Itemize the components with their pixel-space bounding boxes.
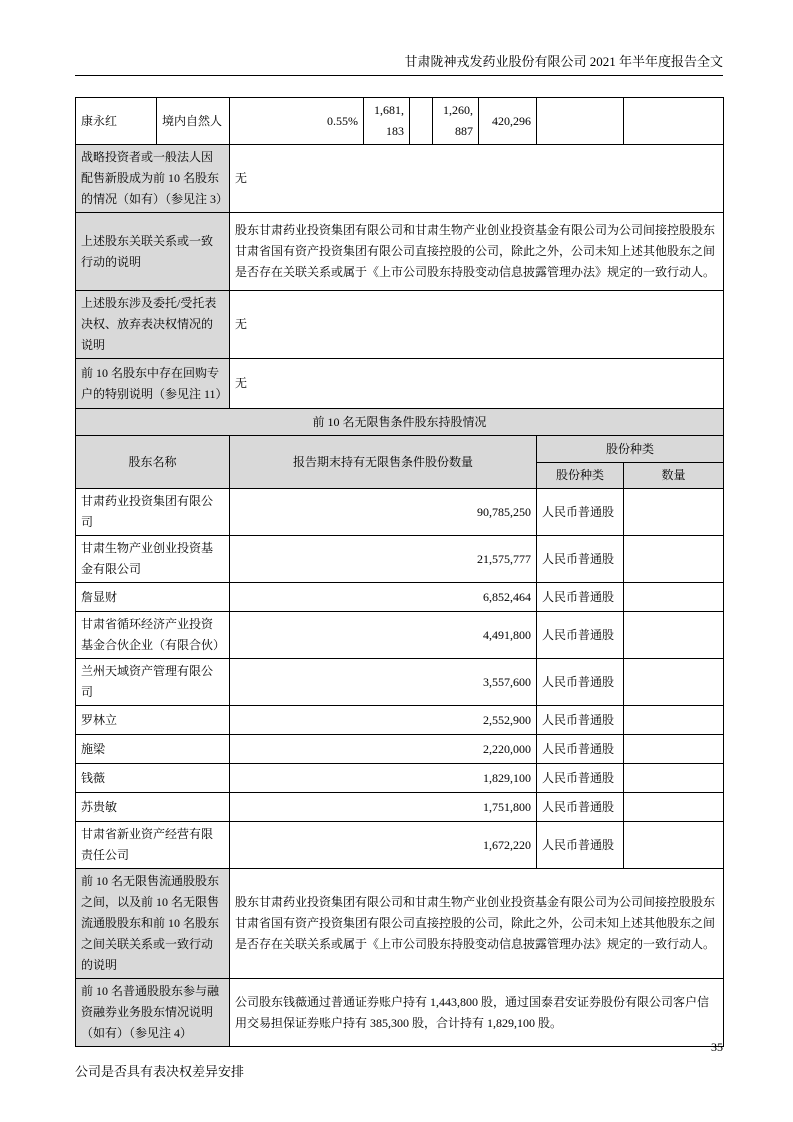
share-class: 人民币普通股 xyxy=(537,764,624,793)
shares-count: 4,491,800 xyxy=(230,612,537,659)
info-label: 前 10 名普通股股东参与融资融券业务股东情况说明（如有）（参见注 4） xyxy=(76,979,230,1047)
shareholder-name: 苏贵敏 xyxy=(76,793,230,822)
shareholder-name: 兰州天域资产管理有限公司 xyxy=(76,659,230,706)
share-class: 人民币普通股 xyxy=(537,822,624,869)
share-quantity xyxy=(624,822,724,869)
page-header-title: 甘肃陇神戎发药业股份有限公司 2021 年半年度报告全文 xyxy=(75,0,723,76)
column-header-quantity: 数量 xyxy=(624,463,724,489)
share-class: 人民币普通股 xyxy=(537,659,624,706)
shareholder-name: 康永红 xyxy=(76,98,157,145)
share-quantity xyxy=(624,536,724,583)
empty-cell xyxy=(624,98,724,145)
share-quantity xyxy=(624,612,724,659)
document-page xyxy=(75,0,723,1080)
shareholder-name: 施梁 xyxy=(76,735,230,764)
voting-rights-note: 公司是否具有表决权差异安排 xyxy=(75,1064,245,1080)
info-value: 无 xyxy=(230,359,724,409)
share-quantity xyxy=(624,764,724,793)
shares-count: 1,829,100 xyxy=(230,764,537,793)
unrestricted-shares: 420,296 xyxy=(479,98,537,145)
page-number: 35 xyxy=(711,1040,723,1054)
share-quantity xyxy=(624,793,724,822)
column-header-shares-held: 报告期末持有无限售条件股份数量 xyxy=(230,436,537,489)
table-row xyxy=(76,659,724,706)
info-value: 公司股东钱薇通过普通证券账户持有 1,443,800 股，通过国泰君安证券股份有限公司客户信用交易担保证券账户持有 385,300 股，合计持有 1,829,100 股。 xyxy=(230,979,724,1047)
column-header-shareholder-name: 股东名称 xyxy=(76,436,230,489)
info-label: 战略投资者或一般法人因配售新股成为前 10 名股东的情况（如有）（参见注 3） xyxy=(76,145,230,213)
table-row xyxy=(76,291,724,359)
info-label: 上述股东关联关系或一致行动的说明 xyxy=(76,213,230,291)
info-label: 前 10 名无限售流通股股东之间，以及前 10 名无限售流通股股东和前 10 名股东之间关联关系或一致行动的说明 xyxy=(76,869,230,979)
shareholder-name: 甘肃药业投资集团有限公司 xyxy=(76,489,230,536)
share-quantity xyxy=(624,583,724,612)
share-class: 人民币普通股 xyxy=(537,489,624,536)
table-row xyxy=(76,869,724,979)
table-row xyxy=(76,979,724,1047)
shares-count: 3,557,600 xyxy=(230,659,537,706)
table-row xyxy=(76,583,724,612)
shareholder-name: 甘肃省新业资产经营有限责任公司 xyxy=(76,822,230,869)
shareholder-name: 詹显财 xyxy=(76,583,230,612)
table-row xyxy=(76,793,724,822)
share-class: 人民币普通股 xyxy=(537,706,624,735)
table-row xyxy=(76,612,724,659)
share-quantity xyxy=(624,735,724,764)
share-quantity xyxy=(624,659,724,706)
column-header-share-class-group: 股份种类 xyxy=(537,436,724,463)
table-row xyxy=(76,409,724,436)
shares-held: 1,681,183 xyxy=(364,98,410,145)
shareholder-name: 甘肃省循环经济产业投资基金合伙企业（有限合伙） xyxy=(76,612,230,659)
table-row xyxy=(76,822,724,869)
shares-count: 1,672,220 xyxy=(230,822,537,869)
share-class: 人民币普通股 xyxy=(537,735,624,764)
column-header-share-class: 股份种类 xyxy=(537,463,624,489)
info-label: 上述股东涉及委托/受托表决权、放弃表决权情况的说明 xyxy=(76,291,230,359)
table-row xyxy=(76,359,724,409)
info-value: 无 xyxy=(230,145,724,213)
info-label: 前 10 名股东中存在回购专户的特别说明（参见注 11） xyxy=(76,359,230,409)
shares-count: 21,575,777 xyxy=(230,536,537,583)
share-class: 人民币普通股 xyxy=(537,793,624,822)
table-row xyxy=(76,764,724,793)
info-value: 无 xyxy=(230,291,724,359)
share-quantity xyxy=(624,706,724,735)
shares-count: 2,552,900 xyxy=(230,706,537,735)
shareholder-nature: 境内自然人 xyxy=(157,98,230,145)
shareholding-percent: 0.55% xyxy=(230,98,364,145)
share-quantity xyxy=(624,489,724,536)
shares-count: 2,220,000 xyxy=(230,735,537,764)
section-title: 前 10 名无限售条件股东持股情况 xyxy=(76,409,724,436)
table-header-row xyxy=(76,436,724,463)
shareholder-name: 钱薇 xyxy=(76,764,230,793)
empty-cell xyxy=(410,98,433,145)
table-row xyxy=(76,706,724,735)
shares-count: 1,751,800 xyxy=(230,793,537,822)
shareholder-name: 甘肃生物产业创业投资基金有限公司 xyxy=(76,536,230,583)
share-class: 人民币普通股 xyxy=(537,612,624,659)
share-class: 人民币普通股 xyxy=(537,536,624,583)
table-row xyxy=(76,98,724,145)
table-row xyxy=(76,536,724,583)
shareholder-name: 罗林立 xyxy=(76,706,230,735)
info-value: 股东甘肃药业投资集团有限公司和甘肃生物产业创业投资基金有限公司为公司间接控股股东甘肃省国有资产投资集团有限公司直接控股的公司，除此之外，公司未知上述其他股东之间是否存在关联关系或属于《上市公司股东持股变动信息披露管理办法》规定的一致行动人。 xyxy=(230,213,724,291)
empty-cell xyxy=(537,98,624,145)
table-row xyxy=(76,145,724,213)
table-row xyxy=(76,489,724,536)
share-class: 人民币普通股 xyxy=(537,583,624,612)
info-value: 股东甘肃药业投资集团有限公司和甘肃生物产业创业投资基金有限公司为公司间接控股股东甘肃省国有资产投资集团有限公司直接控股的公司，除此之外，公司未知上述其他股东之间是否存在关联关系或属于《上市公司股东持股变动信息披露管理办法》规定的一致行动人。 xyxy=(230,869,724,979)
restricted-shares: 1,260,887 xyxy=(433,98,479,145)
shares-count: 6,852,464 xyxy=(230,583,537,612)
table-row xyxy=(76,213,724,291)
shares-count: 90,785,250 xyxy=(230,489,537,536)
shareholders-table xyxy=(75,97,724,1047)
table-row xyxy=(76,735,724,764)
